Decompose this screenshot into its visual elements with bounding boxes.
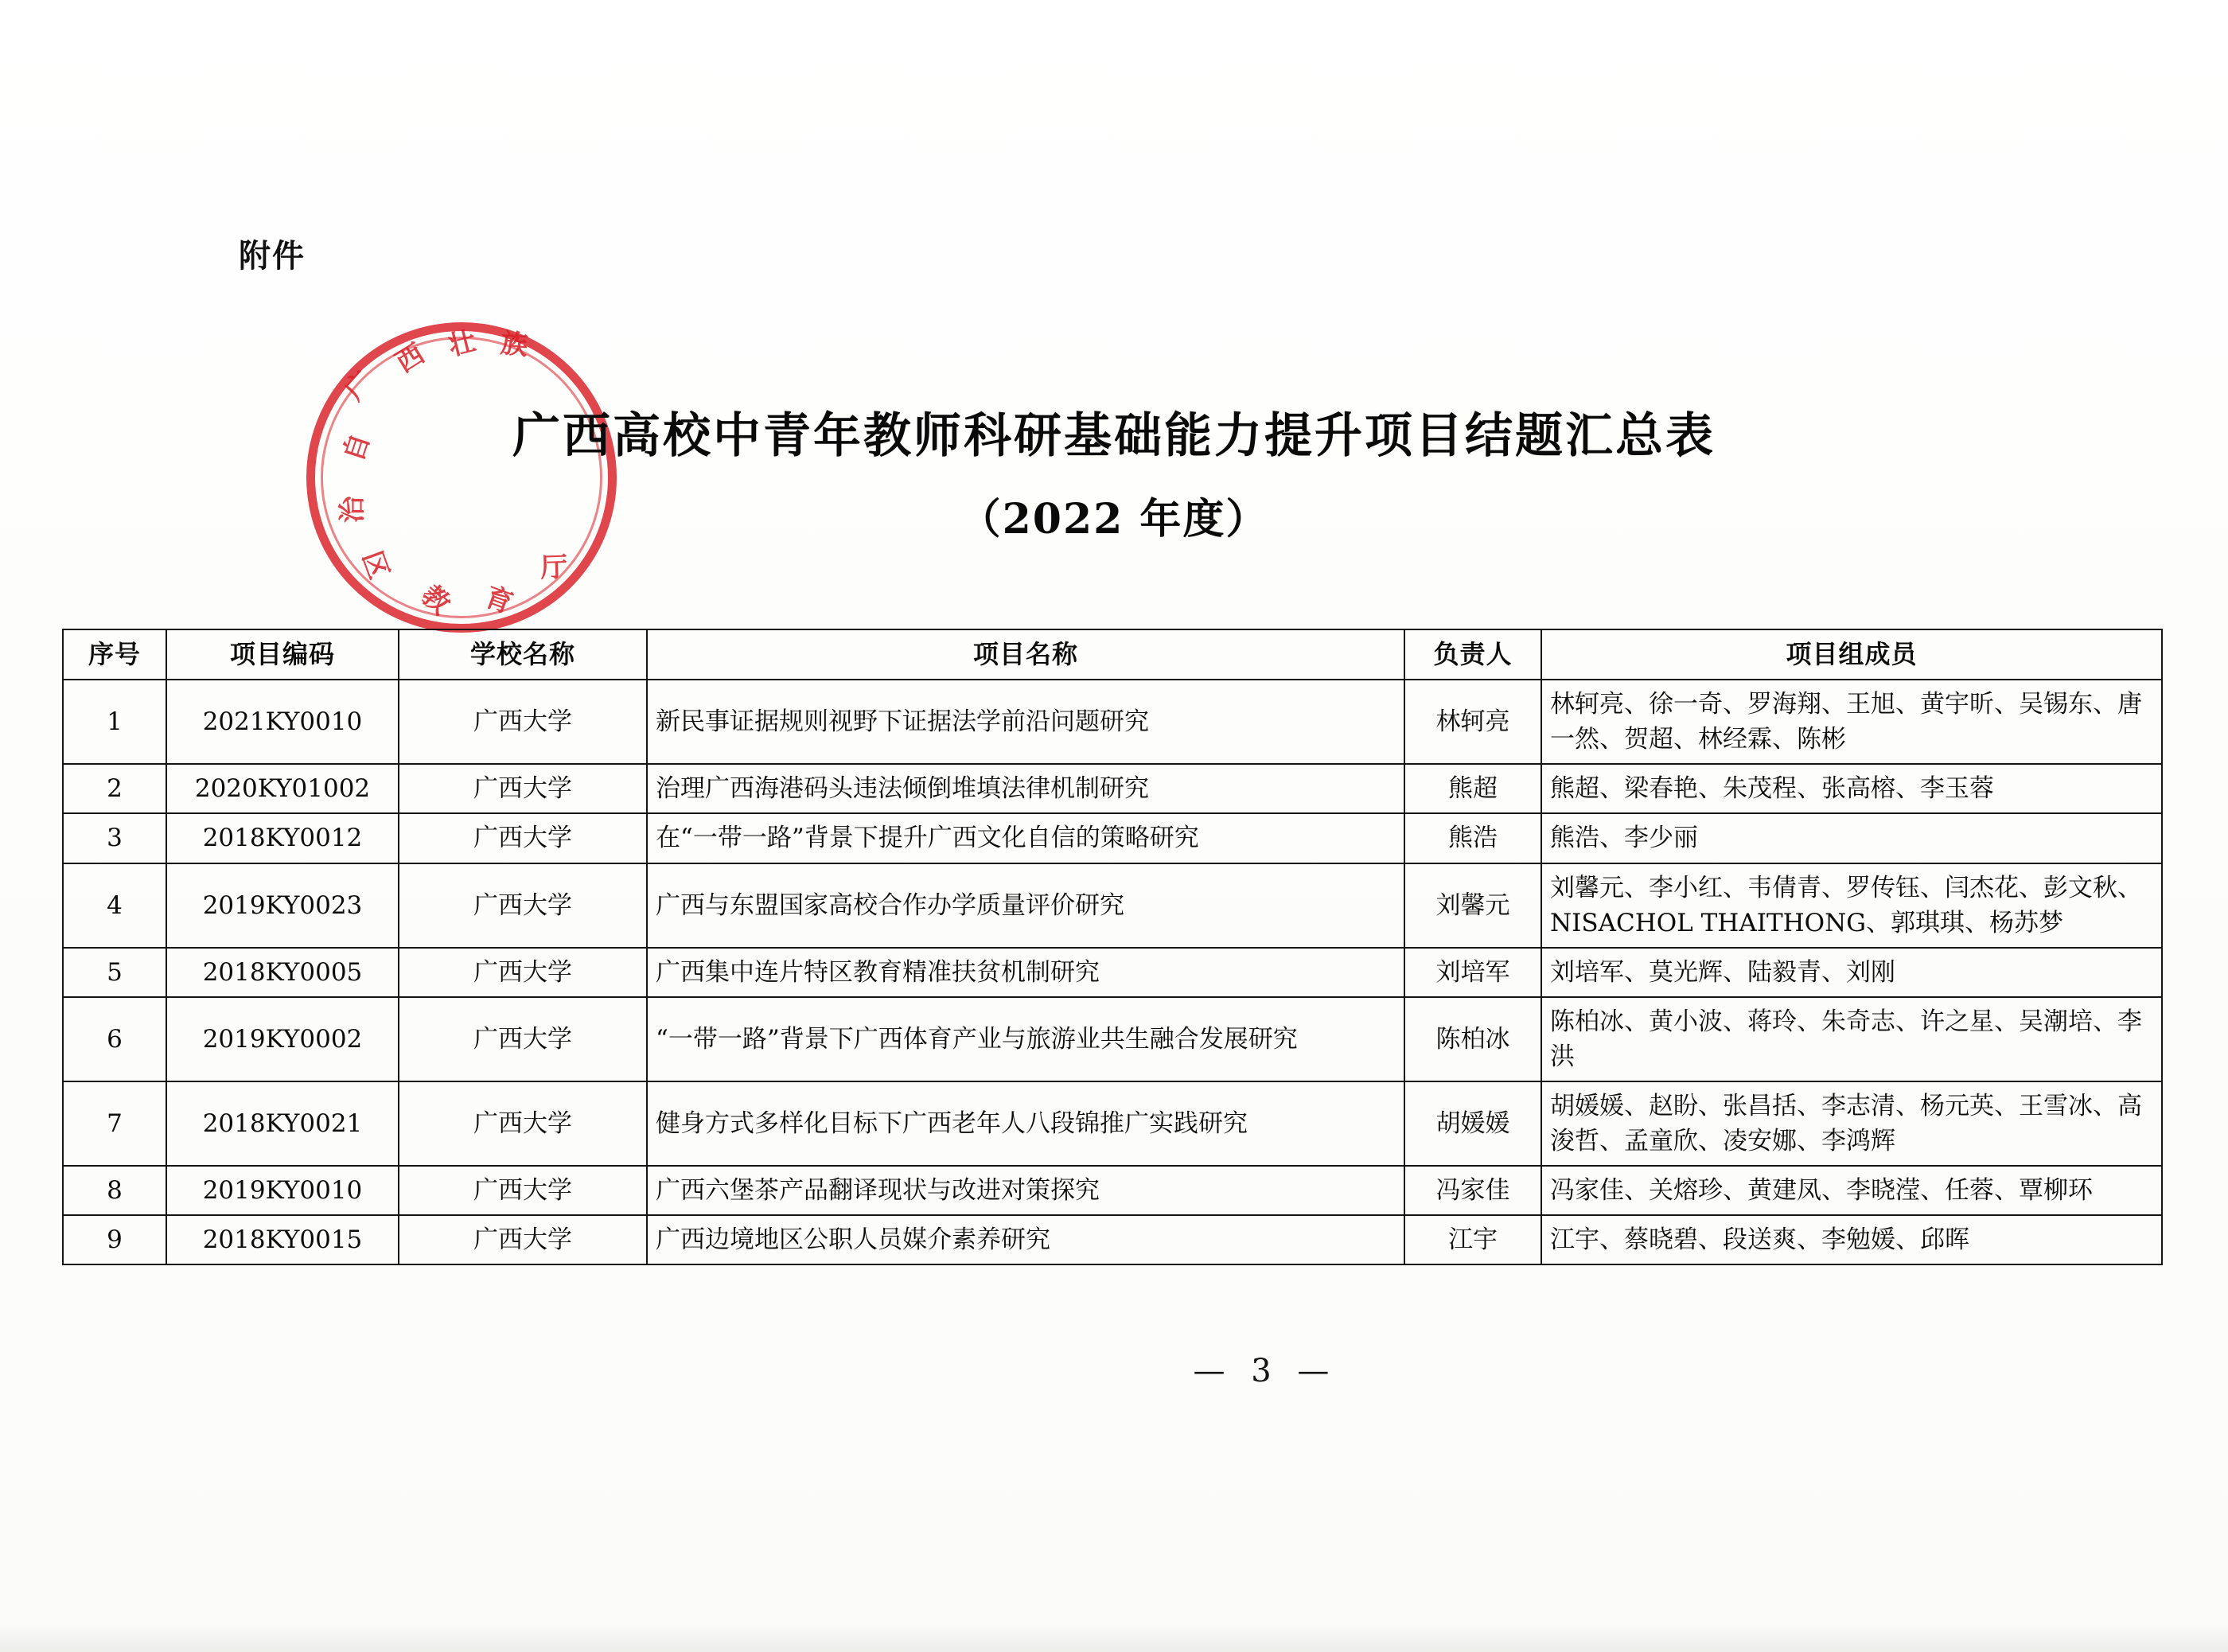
cell-members: 陈柏冰、黄小波、蒋玲、朱奇志、许之星、吴潮培、李洪 [1541, 997, 2162, 1081]
cell-members: 熊浩、李少丽 [1541, 813, 2162, 863]
cell-code: 2019KY0023 [166, 863, 399, 948]
official-seal-text: 广 西 壮 族 自 治 区 教 育 厅 [336, 325, 568, 621]
cell-project: 广西六堡茶产品翻译现状与改进对策探究 [647, 1166, 1404, 1215]
table-row [63, 863, 2162, 948]
table-row [63, 764, 2162, 813]
cell-index: 7 [63, 1081, 166, 1166]
column-header-code: 项目编码 [166, 629, 399, 680]
cell-code: 2020KY01002 [166, 764, 399, 813]
cell-school: 广西大学 [399, 997, 647, 1081]
cell-members: 熊超、梁春艳、朱茂程、张高榕、李玉蓉 [1541, 764, 2162, 813]
column-header-project: 项目名称 [647, 629, 1404, 680]
column-header-members: 项目组成员 [1541, 629, 2162, 680]
table-row [63, 997, 2162, 1081]
cell-members: 江宇、蔡晓碧、段送爽、李勉媛、邱晖 [1541, 1215, 2162, 1264]
cell-school: 广西大学 [399, 863, 647, 948]
cell-leader: 林轲亮 [1404, 680, 1541, 764]
project-summary-table [62, 629, 2163, 1265]
cell-leader: 陈柏冰 [1404, 997, 1541, 1081]
cell-leader: 刘馨元 [1404, 863, 1541, 948]
cell-project: 在“一带一路”背景下提升广西文化自信的策略研究 [647, 813, 1404, 863]
cell-index: 3 [63, 813, 166, 863]
cell-leader: 冯家佳 [1404, 1166, 1541, 1215]
table-row [63, 813, 2162, 863]
cell-leader: 刘培军 [1404, 948, 1541, 997]
cell-project: 广西与东盟国家高校合作办学质量评价研究 [647, 863, 1404, 948]
cell-school: 广西大学 [399, 948, 647, 997]
cell-school: 广西大学 [399, 1166, 647, 1215]
column-header-index: 序号 [63, 629, 166, 680]
attachment-label: 附件 [239, 237, 306, 275]
cell-index: 5 [63, 948, 166, 997]
cell-code: 2018KY0005 [166, 948, 399, 997]
cell-code: 2019KY0010 [166, 1166, 399, 1215]
column-header-school: 学校名称 [399, 629, 647, 680]
cell-code: 2018KY0012 [166, 813, 399, 863]
cell-members: 冯家佳、关熔珍、黄建凤、李晓滢、任蓉、覃柳环 [1541, 1166, 2162, 1215]
cell-project: 治理广西海港码头违法倾倒堆填法律机制研究 [647, 764, 1404, 813]
table-row [63, 1081, 2162, 1166]
cell-project: 广西边境地区公职人员媒介素养研究 [647, 1215, 1404, 1264]
cell-members: 林轲亮、徐一奇、罗海翔、王旭、黄宇昕、吴锡东、唐一然、贺超、林经霖、陈彬 [1541, 680, 2162, 764]
cell-members: 胡媛媛、赵盼、张昌括、李志清、杨元英、王雪冰、高浚哲、孟童欣、凌安娜、李鸿辉 [1541, 1081, 2162, 1166]
page-subtitle: （2022 年度） [959, 495, 1269, 544]
cell-code: 2018KY0015 [166, 1215, 399, 1264]
cell-school: 广西大学 [399, 1215, 647, 1264]
cell-index: 1 [63, 680, 166, 764]
cell-leader: 熊超 [1404, 764, 1541, 813]
table-row [63, 948, 2162, 997]
cell-index: 2 [63, 764, 166, 813]
page-title: 广西高校中青年教师科研基础能力提升项目结题汇总表 [512, 408, 1716, 464]
table-row [63, 1215, 2162, 1264]
cell-members: 刘馨元、李小红、韦倩青、罗传钰、闫杰花、彭文秋、NISACHOL THAITHONG、郭琪琪、杨苏梦 [1541, 863, 2162, 948]
page-number [0, 1353, 2228, 1389]
cell-code: 2021KY0010 [166, 680, 399, 764]
cell-leader: 胡媛媛 [1404, 1081, 1541, 1166]
cell-index: 8 [63, 1166, 166, 1215]
cell-members: 刘培军、莫光辉、陆毅青、刘刚 [1541, 948, 2162, 997]
table-row [63, 1166, 2162, 1215]
cell-project: 广西集中连片特区教育精准扶贫机制研究 [647, 948, 1404, 997]
table-row [63, 680, 2162, 764]
cell-school: 广西大学 [399, 1081, 647, 1166]
column-header-leader: 负责人 [1404, 629, 1541, 680]
cell-index: 6 [63, 997, 166, 1081]
cell-school: 广西大学 [399, 764, 647, 813]
cell-project: 健身方式多样化目标下广西老年人八段锦推广实践研究 [647, 1081, 1404, 1166]
cell-project: 新民事证据规则视野下证据法学前沿问题研究 [647, 680, 1404, 764]
cell-code: 2018KY0021 [166, 1081, 399, 1166]
cell-leader: 熊浩 [1404, 813, 1541, 863]
cell-index: 4 [63, 863, 166, 948]
page-number-text: — 3 — [1193, 1353, 1338, 1389]
cell-school: 广西大学 [399, 680, 647, 764]
cell-leader: 江宇 [1404, 1215, 1541, 1264]
cell-code: 2019KY0002 [166, 997, 399, 1081]
scan-edge-shadow [0, 1623, 2228, 1652]
cell-index: 9 [63, 1215, 166, 1264]
cell-school: 广西大学 [399, 813, 647, 863]
table-header-row [63, 629, 2162, 680]
cell-project: “一带一路”背景下广西体育产业与旅游业共生融合发展研究 [647, 997, 1404, 1081]
